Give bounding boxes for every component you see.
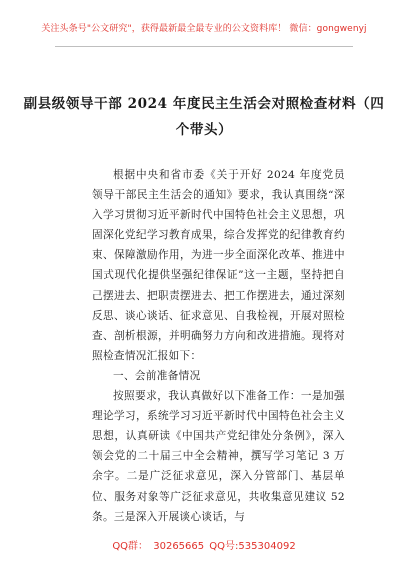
document-title-line-1: 副县级领导干部 2024 年度民主生活会对照检查材料（四 [23, 96, 385, 112]
footer-contact-info: QQ群： 30265665 QQ号:535304092 [112, 541, 296, 552]
header-divider [55, 46, 353, 47]
document-body [92, 165, 345, 527]
body-paragraph-preparation: 按照要求，我认真做好以下准备工作：一是加强理论学习，系统学习习近平新时代中国特色社会主义思想，认真研读《中国共产党纪律处分条例》，深入领会党的二十届三中全会精神，撰写学习笔记 3 万余字。二是广泛征求意见，深入分管部门、基层单位、服务对象等广泛征求意见，共收集意见建议 52 条。三是深入开展谈心谈话，与 [92, 390, 345, 523]
section-heading-preparation: 一、会前准备情况 [113, 369, 201, 382]
header-promo-note: 关注头条号"公文研究"，获得最新最全最专业的公文资料库！ 微信：gongwenyj [41, 24, 367, 34]
body-paragraph-intro: 根据中央和省市委《关于开好 2024 年度党员领导干部民主生活会的通知》要求，我认真围绕“深入学习贯彻习近平新时代中国特色社会主义思想，巩固深化党纪学习教育成果，综合发挥党的纪律教育约束、保障激励作用，为进一步全面深化改革、推进中国式现代化提供坚强纪律保证”这一主题，坚持把自己摆进去、把职责摆进去、把工作摆进去，通过深刻反思、谈心谈话、征求意见、自我检视，开展对照检查、剖析根源，并明确努力方向和改进措施。现将对照检查情况汇报如下： [92, 169, 345, 362]
document-title-line-2: 个带头） [175, 122, 233, 138]
